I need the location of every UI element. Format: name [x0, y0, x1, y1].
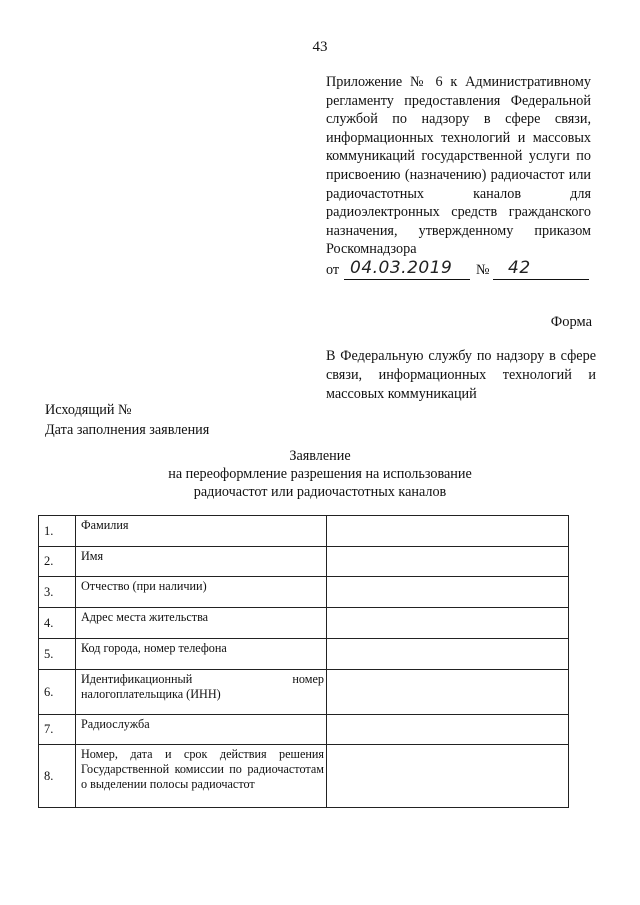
table-row: [39, 577, 569, 608]
table-row: [39, 745, 569, 808]
value-cell-surname[interactable]: [327, 516, 569, 547]
field-label: Отчество (при наличии): [76, 577, 327, 608]
value-cell-address[interactable]: [327, 608, 569, 639]
row-number: 7.: [39, 715, 76, 745]
row-number: 4.: [39, 608, 76, 639]
field-label: Радиослужба: [76, 715, 327, 745]
value-cell-commission-decision[interactable]: [327, 745, 569, 808]
statement-heading: Заявление: [289, 448, 351, 464]
table-row: [39, 670, 569, 715]
row-number: 8.: [39, 745, 76, 808]
field-label: Номер, дата и срок действия решения Государственной комиссии по радиочастотам о выделении полосы радиочастот: [76, 745, 327, 808]
statement-subtitle-2: радиочастот или радиочастотных каналов: [193, 484, 447, 500]
handwritten-number: 42: [508, 258, 531, 278]
row-number: 2.: [39, 547, 76, 577]
fill-date-label: Дата заполнения заявления: [45, 422, 210, 438]
field-label: Фамилия: [76, 516, 327, 547]
value-cell-phone[interactable]: [327, 639, 569, 670]
outgoing-block: [45, 400, 209, 440]
from-label: от: [326, 262, 340, 278]
form-label: Форма: [550, 314, 592, 330]
value-cell-inn[interactable]: [327, 670, 569, 715]
value-cell-radio-service[interactable]: [327, 715, 569, 745]
field-label: Имя: [76, 547, 327, 577]
application-table: [38, 515, 569, 808]
table-row: [39, 715, 569, 745]
appendix-note: Приложение № 6 к Административному регламенту предоставления Федеральной службой по надзору в сфере связи, информационных технологий и массовых коммуникаций государственной услуги по присвоению (назначению) радиочастот или радиочастотных каналов для радиоэлектронных средств гражданского назначения, утвержденному приказом Роскомнадзора: [326, 74, 591, 258]
value-cell-name[interactable]: [327, 547, 569, 577]
statement-subtitle-1: на переоформление разрешения на использование: [168, 466, 472, 482]
date-underline: [344, 279, 470, 280]
number-underline: [493, 279, 589, 280]
handwritten-date: 04.03.2019: [350, 258, 453, 278]
addressee: В Федеральную службу по надзору в сфере связи, информационных технологий и массовых коммуникаций: [326, 348, 596, 402]
field-label: Адрес места жительства: [76, 608, 327, 639]
table-row: [39, 516, 569, 547]
statement-title: [0, 447, 640, 501]
field-label: Код города, номер телефона: [76, 639, 327, 670]
page-number: 43: [312, 39, 328, 55]
field-label: Идентификационный номер налогоплательщика (ИНН): [76, 670, 327, 715]
row-number: 1.: [39, 516, 76, 547]
value-cell-patronymic[interactable]: [327, 577, 569, 608]
outgoing-number-label: Исходящий №: [45, 402, 132, 418]
table-row: [39, 608, 569, 639]
row-number: 6.: [39, 670, 76, 715]
row-number: 5.: [39, 639, 76, 670]
table-row: [39, 639, 569, 670]
row-number: 3.: [39, 577, 76, 608]
number-label: №: [476, 262, 490, 278]
table-row: [39, 547, 569, 577]
